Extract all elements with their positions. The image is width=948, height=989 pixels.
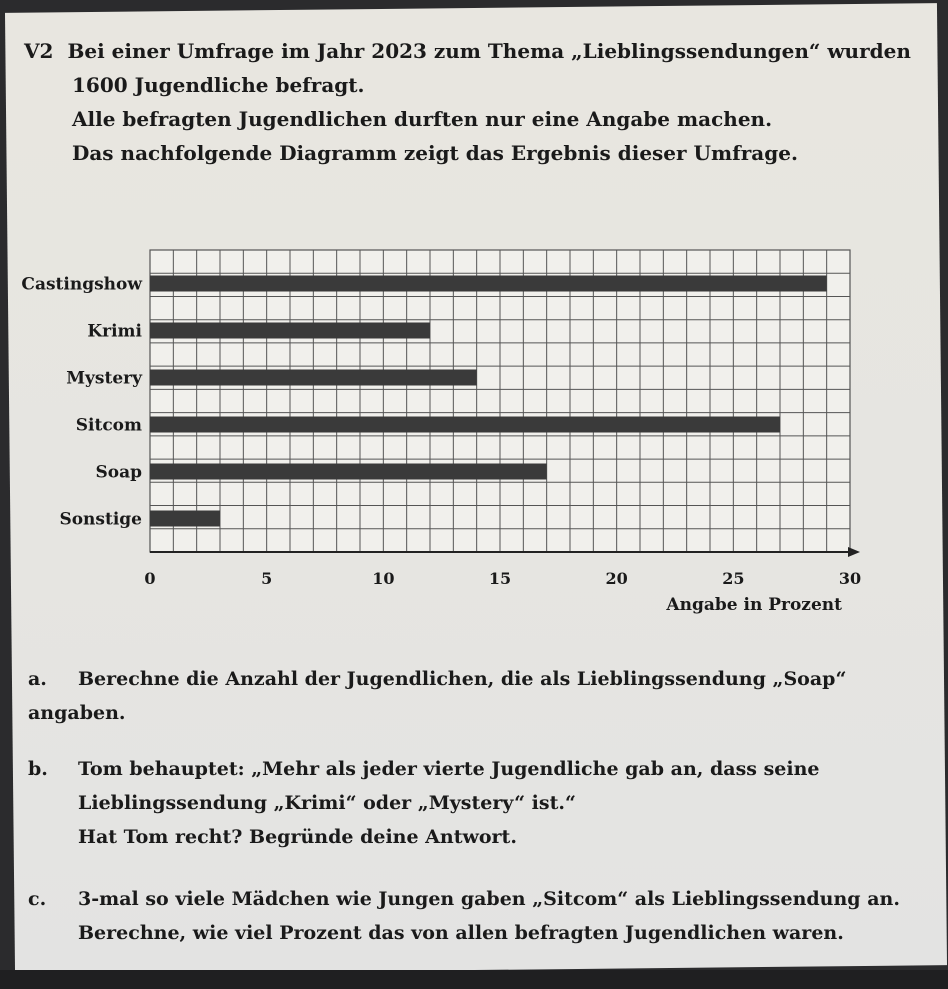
intro-line-4: Das nachfolgende Diagramm zeigt das Ergebnis dieser Umfrage.: [72, 141, 798, 165]
x-tick-label: 30: [838, 569, 862, 588]
bar-mystery: [150, 370, 477, 386]
category-label: Sonstige: [59, 509, 142, 530]
question-letter: b.: [28, 758, 48, 780]
intro-line-3: Alle befragten Jugendlichen durften nur eine Angabe machen.: [72, 107, 773, 131]
question-letter: a.: [28, 668, 47, 690]
question-text: 3-mal so viele Mädchen wie Jungen gaben „Sitcom“ als Lieblingssendung an.: [78, 888, 900, 910]
intro-line-1: [24, 34, 911, 68]
bar-sitcom: [150, 417, 780, 433]
bar-castingshow: [150, 276, 827, 292]
category-label: Sitcom: [75, 415, 142, 436]
x-tick-label: 0: [144, 569, 156, 588]
intro-text-1: Bei einer Umfrage im Jahr 2023 zum Thema „Lieblingssendungen“ wurden: [67, 39, 911, 63]
x-tick-label: 25: [722, 569, 745, 588]
question-text: Lieblingssendung „Krimi“ oder „Mystery“ ist.“: [78, 792, 576, 814]
question-text: Berechne, wie viel Prozent das von allen befragten Jugendlichen waren.: [78, 922, 844, 944]
question-text: Berechne die Anzahl der Jugendlichen, die als Lieblingssendung „Soap“ angaben.: [28, 668, 847, 724]
question-a: [28, 662, 918, 730]
bar-soap: [150, 464, 547, 480]
questions: [28, 662, 918, 950]
category-label: Mystery: [66, 368, 142, 389]
question-b: [28, 752, 918, 854]
question-c: [28, 882, 918, 950]
x-axis-label: Angabe in Prozent: [666, 595, 842, 615]
background-edge: [0, 970, 948, 989]
question-text: Hat Tom recht? Begründe deine Antwort.: [78, 826, 517, 848]
x-axis-arrow: [848, 547, 860, 557]
x-tick-label: 10: [372, 569, 395, 588]
category-label: Krimi: [87, 321, 142, 342]
question-text: Tom behauptet: „Mehr als jeder vierte Jugendliche gab an, dass seine: [78, 758, 820, 780]
question-letter: c.: [28, 888, 47, 910]
bar-krimi: [150, 323, 430, 339]
x-tick-label: 5: [261, 569, 273, 588]
task-intro: [24, 34, 911, 170]
task-id: V2: [24, 39, 54, 63]
category-label: Soap: [95, 462, 142, 483]
intro-line-2: 1600 Jugendliche befragt.: [72, 73, 365, 97]
bar-chart-svg: [0, 200, 948, 630]
x-tick-label: 20: [605, 569, 628, 588]
x-tick-label: 15: [488, 569, 512, 588]
bar-sonstige: [150, 511, 220, 527]
category-label: Castingshow: [21, 274, 142, 295]
bar-chart: [0, 200, 948, 630]
